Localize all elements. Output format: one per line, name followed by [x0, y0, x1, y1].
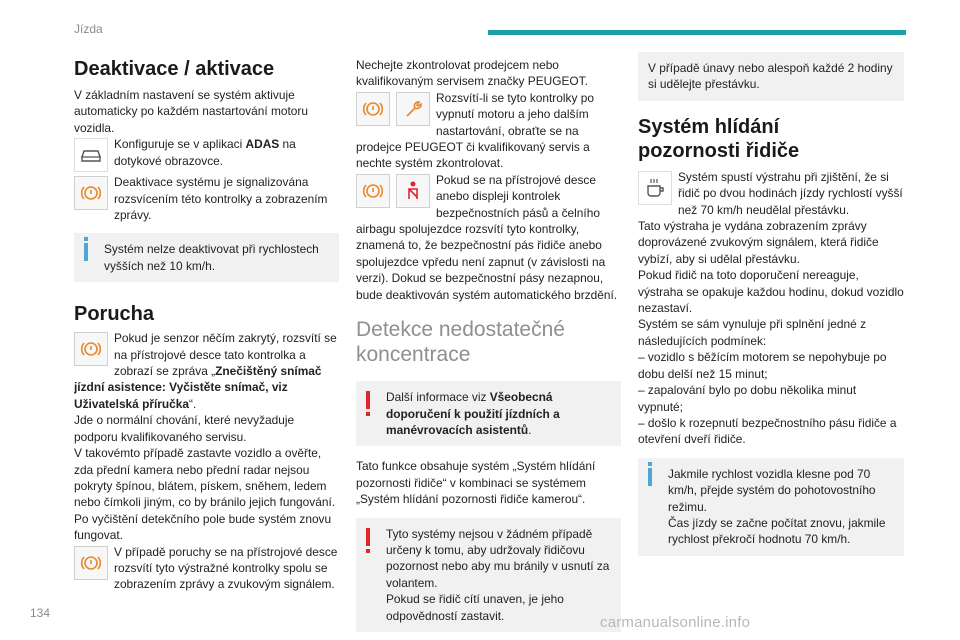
info-marker-icon: [648, 468, 652, 486]
header-section-title: Jízda: [74, 22, 103, 36]
icon-paragraph: Rozsvítí-li se tyto kontrolky po vypnutí motoru a jeho dalším nastartování, obraťte se na prodejce PEUGEOT či kvalifikovaný servis a nechte systém zkontrolovat.: [356, 90, 594, 171]
column-2: [356, 57, 621, 632]
paragraph: Po vyčištění detekčního pole bude systém znovu fungovat.: [74, 511, 332, 543]
warning-note: Další informace viz Všeobecná doporučení k použití jízdních a manévrovacích asistentů.: [356, 381, 621, 446]
heading-fault: Porucha: [74, 303, 155, 326]
info-note: Systém nelze deaktivovat při rychlostech vyšších než 10 km/h.: [74, 233, 339, 282]
watermark: carmanualsonline.info: [600, 614, 751, 631]
brake-warning-icon: [74, 176, 108, 210]
car-outline-icon: [74, 138, 108, 172]
paragraph: Systém se sám vynuluje při splnění jedné z následujících podmínek:: [638, 317, 867, 348]
coffee-cup-icon: [638, 171, 672, 205]
icon-paragraph: Systém spustí výstrahu při zjištění, že si řidič po dvou hodinách jízdy rychlostí vyšší než 70 km/h neudělal přestávku.: [638, 169, 904, 218]
heading-deactivation: Deaktivace / aktivace: [74, 58, 275, 80]
brake-warning-icon: [356, 174, 390, 208]
brake-warning-icon: [356, 92, 390, 126]
heading-attention-system: Systém hlídání pozornosti řidiče: [638, 115, 800, 162]
column-1: [74, 57, 339, 593]
paragraph: Nechejte zkontrolovat prodejcem nebo kvalifikovaným servisem značky PEUGEOT.: [356, 58, 588, 89]
seatbelt-icon: [396, 174, 430, 208]
warning-note: Tyto systémy nejsou v žádném případě určeny k tomu, aby udržovaly řidičovu pozornost nebo aby mu bránily v usnutí za volantem. Pokud se řidič cítí unaven, je jeho odpovědností zastavit.: [356, 518, 621, 632]
icon-paragraph: Pokud se na přístrojové desce anebo displeji kontrolek bezpečnostních pásů a čelního airbagu spolujezdce rozsvítí tyto kontrolky, znamená to, že bezpečnostní pás řidiče anebo spolujezdce vpředu není zapnut (v závislosti na verzi). Dokud se bezpečnostní pásy nezapnou, bude deaktivován systém automatického brzdění.: [356, 172, 618, 302]
info-marker-icon: [84, 243, 88, 261]
paragraph: Tato výstraha je vydána zobrazením zprávy doprovázené zvukovým signálem, která řidiče vybízí, aby si udělal přestávku.: [638, 219, 879, 266]
heading-concentration: Detekce nedostatečné koncentrace: [356, 318, 565, 367]
icon-paragraph: V případě poruchy se na přístrojové desce rozsvítí tyto výstražné kontrolky spolu se zobrazením zprávy a zvukovým signálem.: [74, 544, 339, 593]
header-accent-bar: [488, 30, 906, 35]
warning-marker-icon: [366, 528, 370, 546]
list-item: – došlo k rozepnutí bezpečnostního pásu řidiče a otevření dveří řidiče.: [638, 415, 897, 447]
icon-paragraph: Deaktivace systému je signalizována rozsvícením této kontrolky a zobrazením zprávy.: [74, 174, 339, 223]
column-3: [638, 52, 904, 556]
wrench-icon: [396, 92, 430, 126]
paragraph: Tato funkce obsahuje systém „Systém hlídání pozornosti řidiče“ v kombinaci se systémem „Systém hlídání pozornosti řidiče kamerou“.: [356, 459, 596, 507]
list-item: – zapalování bylo po dobu několika minut vypnuté;: [638, 383, 857, 414]
list-item: – vozidlo s běžícím motorem se nepohybuje po dobu delší než 15 minut;: [638, 350, 887, 381]
warning-marker-icon: [366, 391, 370, 409]
paragraph: V takovémto případě zastavte vozidlo a ověřte, zda přední kamera nebo přední radar nejsou pokryty špínou, blátem, pískem, sněhem, ledem nebo čímkoli jiným, co by bránilo jejich fungování.: [74, 446, 336, 510]
icon-paragraph: Pokud je senzor něčím zakrytý, rozsvítí se na přístrojové desce tato kontrolka a zobrazí se zpráva „Znečištěný snímač jízdní asistence: Vyčistěte snímač, viz Uživatelská příručka“.: [74, 331, 337, 411]
info-note: Jakmile rychlost vozidla klesne pod 70 km/h, přejde systém do pohotovostního režimu. Čas jízdy se začne počítat znovu, jakmile rychlost překročí hodnotu 70 km/h.: [638, 458, 904, 556]
paragraph: Jde o normální chování, které nevyžaduje podporu kvalifikovaného servisu.: [74, 413, 295, 444]
paragraph: Pokud řidič na toto doporučení nereaguje, výstraha se opakuje každou hodinu, dokud vozidlo nezastaví.: [638, 268, 904, 316]
paragraph: V základním nastavení se systém aktivuje automaticky po každém nastartování motoru vozidla.: [74, 88, 308, 135]
brake-warning-icon: [74, 546, 108, 580]
icon-paragraph: Konfiguruje se v aplikaci ADAS na dotykové obrazovce.: [74, 136, 339, 174]
brake-warning-icon: [74, 332, 108, 366]
page-number: 134: [30, 606, 51, 620]
tip-box: V případě únavy nebo alespoň každé 2 hodiny si udělejte přestávku.: [638, 52, 904, 101]
